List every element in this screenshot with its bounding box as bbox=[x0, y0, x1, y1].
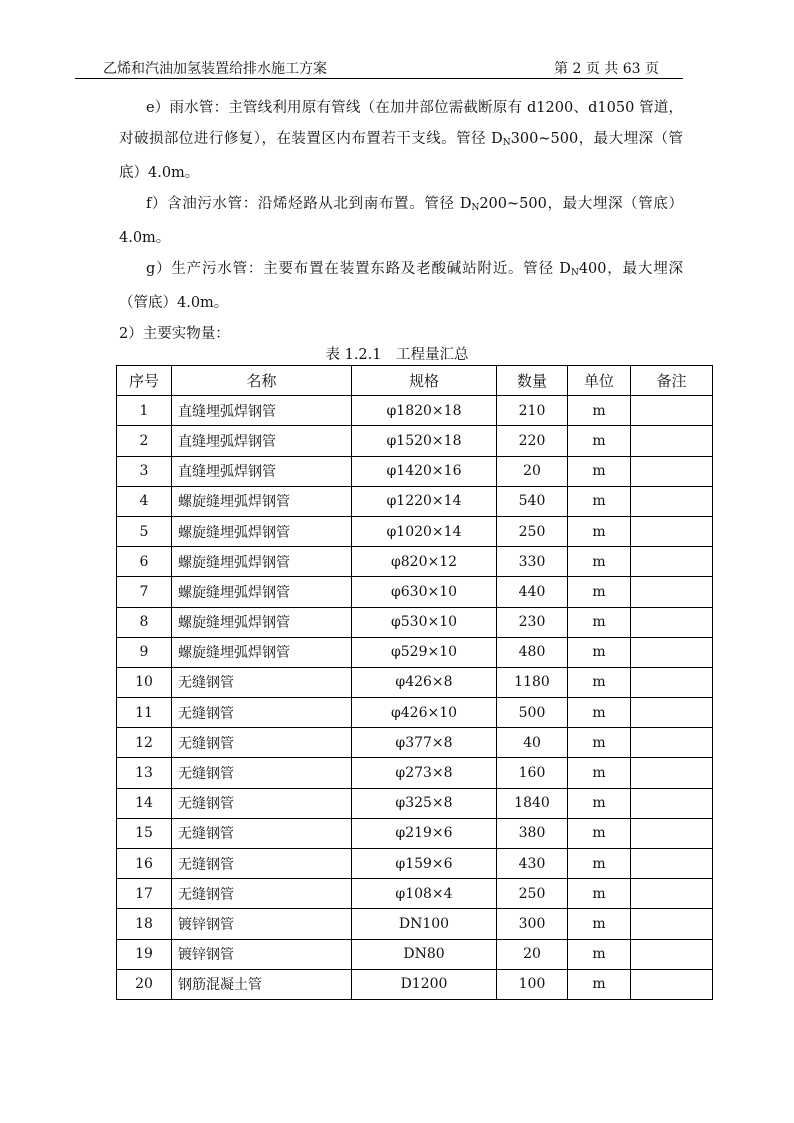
cell-unit: m bbox=[568, 637, 631, 667]
cell-quantity: 1840 bbox=[497, 788, 568, 818]
cell-quantity: 20 bbox=[497, 939, 568, 969]
cell-spec: φ426×8 bbox=[352, 667, 497, 697]
cell-seq: 2 bbox=[117, 426, 172, 456]
quantity-table bbox=[116, 365, 713, 1000]
cell-quantity: 100 bbox=[497, 969, 568, 999]
cell-unit: m bbox=[568, 547, 631, 577]
cell-seq: 8 bbox=[117, 607, 172, 637]
cell-name: 螺旋缝埋弧焊钢管 bbox=[172, 607, 352, 637]
cell-spec: φ1820×18 bbox=[352, 396, 497, 426]
cell-spec: φ219×6 bbox=[352, 818, 497, 848]
cell-remark bbox=[631, 879, 713, 909]
cell-quantity: 540 bbox=[497, 486, 568, 516]
table-row bbox=[117, 728, 713, 758]
cell-seq: 12 bbox=[117, 728, 172, 758]
table-row bbox=[117, 969, 713, 999]
cell-quantity: 480 bbox=[497, 637, 568, 667]
cell-spec: φ530×10 bbox=[352, 607, 497, 637]
table-row bbox=[117, 607, 713, 637]
cell-unit: m bbox=[568, 396, 631, 426]
cell-unit: m bbox=[568, 486, 631, 516]
cell-spec: φ1520×18 bbox=[352, 426, 497, 456]
cell-unit: m bbox=[568, 456, 631, 486]
table-row bbox=[117, 698, 713, 728]
header-spec: 规格 bbox=[352, 366, 497, 396]
cell-unit: m bbox=[568, 788, 631, 818]
cell-unit: m bbox=[568, 426, 631, 456]
cell-spec: φ529×10 bbox=[352, 637, 497, 667]
cell-name: 无缝钢管 bbox=[172, 788, 352, 818]
cell-seq: 1 bbox=[117, 396, 172, 426]
cell-spec: φ820×12 bbox=[352, 547, 497, 577]
cell-name: 螺旋缝埋弧焊钢管 bbox=[172, 637, 352, 667]
cell-quantity: 230 bbox=[497, 607, 568, 637]
cell-quantity: 250 bbox=[497, 879, 568, 909]
cell-unit: m bbox=[568, 969, 631, 999]
cell-name: 直缝埋弧焊钢管 bbox=[172, 456, 352, 486]
table-row bbox=[117, 577, 713, 607]
cell-quantity: 430 bbox=[497, 849, 568, 879]
document-title: 乙烯和汽油加氢装置给排水施工方案 bbox=[103, 61, 327, 77]
table-row bbox=[117, 516, 713, 546]
cell-seq: 20 bbox=[117, 969, 172, 999]
cell-spec: φ630×10 bbox=[352, 577, 497, 607]
cell-name: 直缝埋弧焊钢管 bbox=[172, 426, 352, 456]
cell-spec: φ159×6 bbox=[352, 849, 497, 879]
cell-seq: 18 bbox=[117, 909, 172, 939]
cell-quantity: 40 bbox=[497, 728, 568, 758]
cell-spec: D1200 bbox=[352, 969, 497, 999]
cell-quantity: 160 bbox=[497, 758, 568, 788]
header-remark: 备注 bbox=[631, 366, 713, 396]
header-unit: 单位 bbox=[568, 366, 631, 396]
table-row bbox=[117, 396, 713, 426]
table-caption: 表 1.2.1 工程量汇总 bbox=[325, 347, 469, 363]
table-row bbox=[117, 426, 713, 456]
table-row bbox=[117, 547, 713, 577]
cell-spec: φ1020×14 bbox=[352, 516, 497, 546]
table-row bbox=[117, 788, 713, 818]
cell-unit: m bbox=[568, 667, 631, 697]
cell-remark bbox=[631, 909, 713, 939]
cell-name: 无缝钢管 bbox=[172, 758, 352, 788]
cell-name: 镀锌钢管 bbox=[172, 939, 352, 969]
cell-spec: DN100 bbox=[352, 909, 497, 939]
cell-remark bbox=[631, 939, 713, 969]
table-row bbox=[117, 909, 713, 939]
cell-remark bbox=[631, 818, 713, 848]
cell-remark bbox=[631, 426, 713, 456]
cell-unit: m bbox=[568, 909, 631, 939]
cell-name: 螺旋缝埋弧焊钢管 bbox=[172, 486, 352, 516]
cell-remark bbox=[631, 637, 713, 667]
cell-spec: φ1220×14 bbox=[352, 486, 497, 516]
header-quantity: 数量 bbox=[497, 366, 568, 396]
cell-seq: 14 bbox=[117, 788, 172, 818]
cell-quantity: 380 bbox=[497, 818, 568, 848]
cell-unit: m bbox=[568, 516, 631, 546]
cell-seq: 16 bbox=[117, 849, 172, 879]
cell-remark bbox=[631, 788, 713, 818]
cell-remark bbox=[631, 667, 713, 697]
cell-name: 螺旋缝埋弧焊钢管 bbox=[172, 547, 352, 577]
cell-seq: 9 bbox=[117, 637, 172, 667]
cell-quantity: 210 bbox=[497, 396, 568, 426]
cell-quantity: 1180 bbox=[497, 667, 568, 697]
cell-unit: m bbox=[568, 758, 631, 788]
cell-quantity: 440 bbox=[497, 577, 568, 607]
cell-quantity: 20 bbox=[497, 456, 568, 486]
cell-seq: 4 bbox=[117, 486, 172, 516]
cell-unit: m bbox=[568, 728, 631, 758]
cell-unit: m bbox=[568, 939, 631, 969]
cell-seq: 3 bbox=[117, 456, 172, 486]
cell-name: 无缝钢管 bbox=[172, 698, 352, 728]
cell-unit: m bbox=[568, 577, 631, 607]
table-row bbox=[117, 849, 713, 879]
cell-name: 直缝埋弧焊钢管 bbox=[172, 396, 352, 426]
cell-unit: m bbox=[568, 607, 631, 637]
paragraph-g: g）生产污水管：主要布置在装置东路及老酸碱站附近。管径 $D_N400$，最大埋深（管底）4.0m。 bbox=[119, 260, 683, 311]
cell-seq: 5 bbox=[117, 516, 172, 546]
cell-seq: 6 bbox=[117, 547, 172, 577]
cell-name: 无缝钢管 bbox=[172, 879, 352, 909]
cell-remark bbox=[631, 758, 713, 788]
cell-quantity: 220 bbox=[497, 426, 568, 456]
cell-remark bbox=[631, 547, 713, 577]
cell-spec: φ1420×16 bbox=[352, 456, 497, 486]
cell-name: 钢筋混凝土管 bbox=[172, 969, 352, 999]
section-item-2: 2）主要实物量： bbox=[119, 325, 230, 342]
table-row bbox=[117, 818, 713, 848]
cell-seq: 17 bbox=[117, 879, 172, 909]
cell-unit: m bbox=[568, 818, 631, 848]
table-row bbox=[117, 667, 713, 697]
cell-quantity: 250 bbox=[497, 516, 568, 546]
table-row bbox=[117, 758, 713, 788]
cell-name: 无缝钢管 bbox=[172, 849, 352, 879]
body-text bbox=[119, 93, 683, 349]
table-body bbox=[117, 396, 713, 1000]
cell-spec: φ325×8 bbox=[352, 788, 497, 818]
paragraph-f: f）含油污水管：沿烯烃路从北到南布置。管径 $D_N200\sim 500$，最大埋深（管底）4.0m。 bbox=[119, 195, 683, 246]
cell-quantity: 500 bbox=[497, 698, 568, 728]
table-row bbox=[117, 939, 713, 969]
cell-seq: 15 bbox=[117, 818, 172, 848]
cell-name: 无缝钢管 bbox=[172, 667, 352, 697]
cell-spec: φ377×8 bbox=[352, 728, 497, 758]
cell-spec: φ108×4 bbox=[352, 879, 497, 909]
table-header-row bbox=[117, 366, 713, 396]
cell-spec: φ426×10 bbox=[352, 698, 497, 728]
cell-remark bbox=[631, 456, 713, 486]
header-name: 名称 bbox=[172, 366, 352, 396]
cell-seq: 11 bbox=[117, 698, 172, 728]
paragraph-e: e）雨水管：主管线利用原有管线（在加井部位需截断原有 d1200、d1050 管道，对破损部位进行修复），在装置区内布置若干支线。管径 $D_N300\sim 500$，最大埋深（管底）4.0m。 bbox=[119, 100, 683, 181]
page-number: 第 2 页 共 63 页 bbox=[554, 61, 659, 77]
cell-unit: m bbox=[568, 879, 631, 909]
table-row bbox=[117, 486, 713, 516]
cell-remark bbox=[631, 728, 713, 758]
cell-spec: φ273×8 bbox=[352, 758, 497, 788]
cell-name: 无缝钢管 bbox=[172, 728, 352, 758]
cell-remark bbox=[631, 849, 713, 879]
cell-seq: 10 bbox=[117, 667, 172, 697]
cell-name: 镀锌钢管 bbox=[172, 909, 352, 939]
cell-remark bbox=[631, 607, 713, 637]
cell-quantity: 330 bbox=[497, 547, 568, 577]
table-row bbox=[117, 879, 713, 909]
cell-seq: 13 bbox=[117, 758, 172, 788]
cell-seq: 7 bbox=[117, 577, 172, 607]
cell-unit: m bbox=[568, 849, 631, 879]
cell-name: 无缝钢管 bbox=[172, 818, 352, 848]
page-header bbox=[75, 56, 683, 79]
cell-quantity: 300 bbox=[497, 909, 568, 939]
cell-remark bbox=[631, 577, 713, 607]
cell-remark bbox=[631, 396, 713, 426]
cell-spec: DN80 bbox=[352, 939, 497, 969]
cell-unit: m bbox=[568, 698, 631, 728]
table-row bbox=[117, 456, 713, 486]
header-seq: 序号 bbox=[117, 366, 172, 396]
table-row bbox=[117, 637, 713, 667]
cell-name: 螺旋缝埋弧焊钢管 bbox=[172, 516, 352, 546]
cell-remark bbox=[631, 698, 713, 728]
cell-remark bbox=[631, 516, 713, 546]
cell-seq: 19 bbox=[117, 939, 172, 969]
cell-name: 螺旋缝埋弧焊钢管 bbox=[172, 577, 352, 607]
cell-remark bbox=[631, 969, 713, 999]
cell-remark bbox=[631, 486, 713, 516]
